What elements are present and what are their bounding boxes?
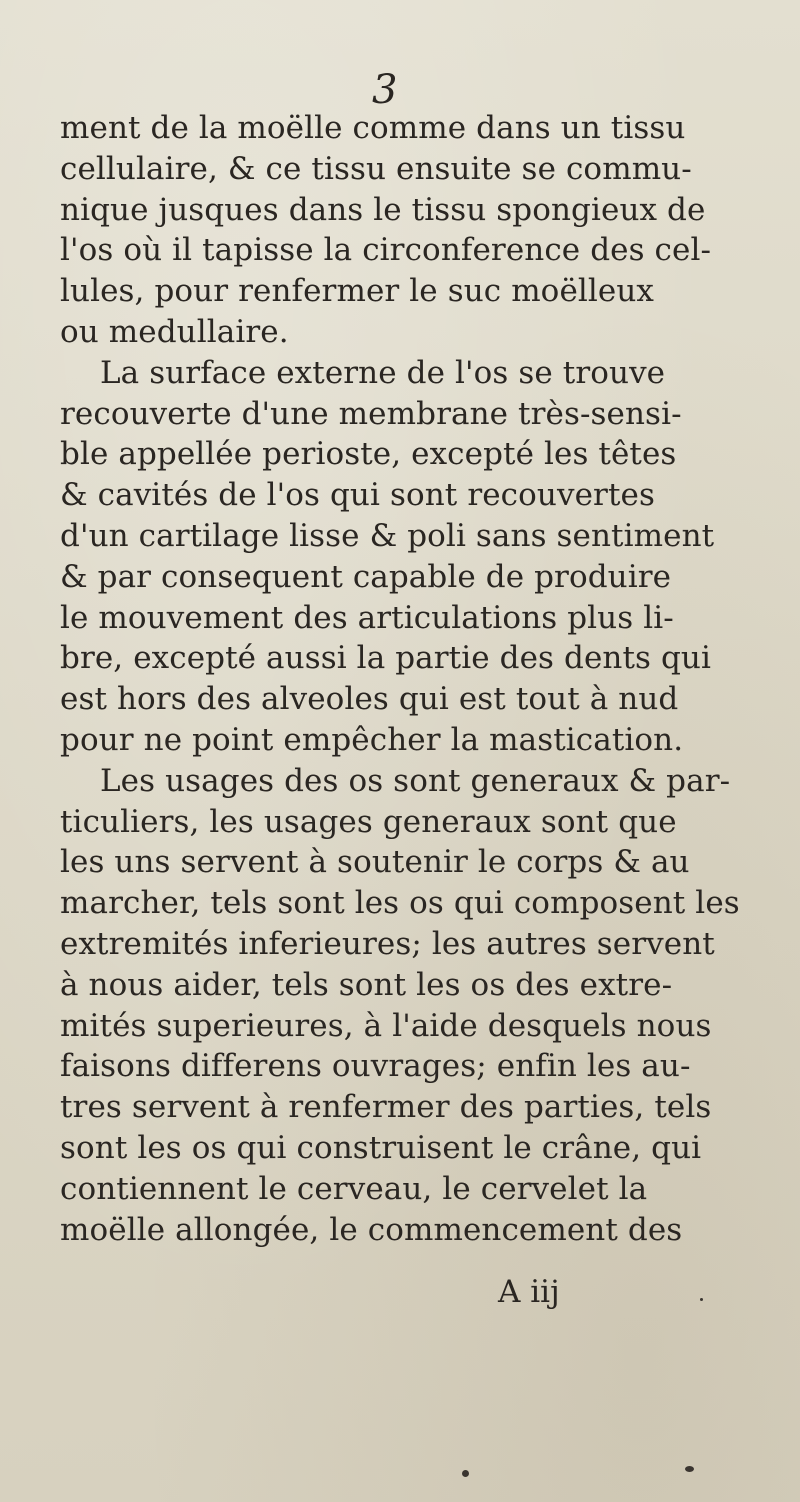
text-line: recouverte d'une membrane très-sensi- — [60, 395, 682, 432]
ink-speck — [685, 1466, 694, 1472]
text-line: sont les os qui construisent le crâne, qui — [60, 1129, 702, 1166]
text-line: bre, excepté aussi la partie des dents qui — [60, 640, 712, 677]
text-line: le mouvement des articulations plus li- — [60, 599, 674, 636]
ink-speck — [462, 1470, 469, 1477]
text-line: nique jusques dans le tissu spongieux de — [60, 191, 706, 228]
ink-speck — [700, 1298, 703, 1301]
text-line: extremités inferieures; les autres servent — [60, 925, 715, 962]
text-line: ou medullaire. — [60, 313, 289, 350]
body-text — [60, 108, 740, 1250]
paragraph-start-line: La surface externe de l'os se trouve — [100, 354, 666, 391]
text-line: pour ne point empêcher la mastication. — [60, 721, 684, 758]
text-line: moëlle allongée, le commencement des — [60, 1211, 683, 1248]
text-line: l'os où il tapisse la circonference des cel- — [60, 232, 712, 269]
text-line: ticuliers, les usages generaux sont que — [60, 803, 677, 840]
text-line: ment de la moëlle comme dans un tissu — [60, 110, 686, 146]
text-line: lules, pour renfermer le suc moëlleux — [60, 273, 655, 310]
text-line: & par consequent capable de produire — [60, 558, 672, 595]
text-line: mités superieures, à l'aide desquels nous — [60, 1007, 712, 1044]
text-line: contiennent le cerveau, le cervelet la — [60, 1170, 648, 1207]
text-line: & cavités de l'os qui sont recouvertes — [60, 477, 655, 514]
signature-mark: A iij — [498, 1274, 560, 1310]
text-line: cellulaire, & ce tissu ensuite se commu- — [60, 150, 692, 187]
text-line: est hors des alveoles qui est tout à nud — [60, 681, 679, 718]
paragraph-start-line: Les usages des os sont generaux & par- — [100, 762, 731, 799]
page-number: 3 — [372, 67, 398, 113]
text-line: à nous aider, tels sont les os des extre- — [60, 966, 673, 1003]
text-line: faisons differens ouvrages; enfin les au- — [60, 1048, 691, 1085]
text-line: les uns servent à soutenir le corps & au — [60, 844, 690, 881]
text-line: ble appellée perioste, excepté les têtes — [60, 436, 677, 473]
text-line: d'un cartilage lisse & poli sans sentiment — [60, 517, 715, 554]
text-line: marcher, tels sont les os qui composent les — [60, 885, 740, 922]
text-line: tres servent à renfermer des parties, tels — [60, 1089, 712, 1126]
